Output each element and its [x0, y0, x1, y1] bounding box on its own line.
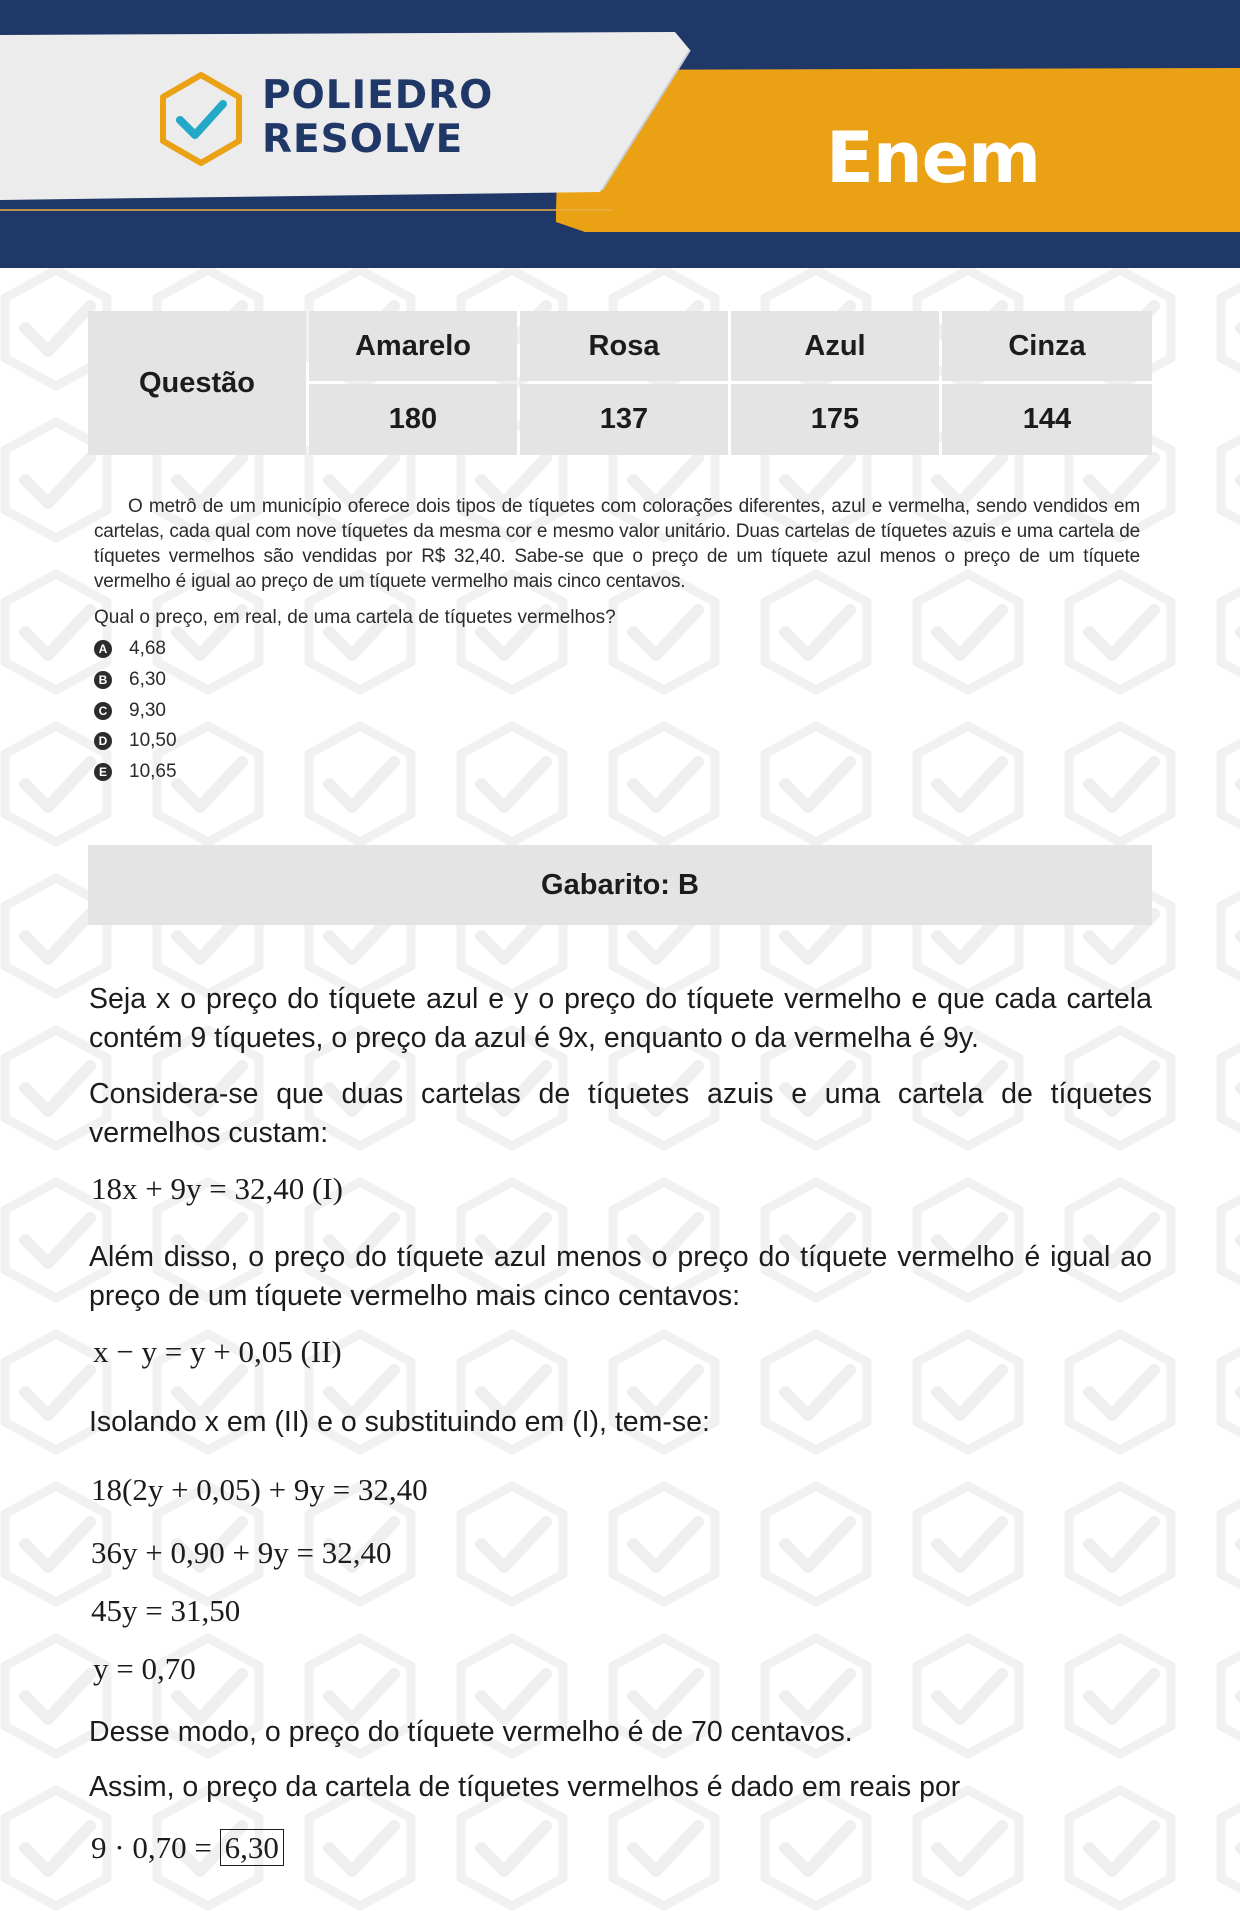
option-letter-badge: A	[94, 640, 112, 658]
table-cell: 137	[520, 384, 728, 455]
table-cell: 180	[309, 384, 517, 455]
question-block	[94, 494, 1140, 787]
option-text: 4,68	[129, 638, 166, 660]
option-a	[94, 634, 1140, 665]
table-row-header: Questão	[88, 311, 306, 455]
solution-paragraph: Além disso, o preço do tíquete azul menos o preço do tíquete vermelho é igual ao preço de um tíquete vermelho mais cinco centavos:	[89, 1241, 1152, 1312]
solution-paragraph: Assim, o preço da cartela de tíquetes vermelhos é dado em reais por	[89, 1771, 961, 1803]
table-cell: 175	[731, 384, 939, 455]
option-e	[94, 757, 1140, 788]
option-text: 9,30	[129, 699, 166, 721]
solution-paragraph: Isolando x em (II) e o substituindo em (I), tem-se:	[89, 1406, 710, 1438]
table-cell: 144	[942, 384, 1152, 455]
option-d	[94, 726, 1140, 757]
equation-7	[91, 1830, 284, 1866]
answer-key-banner: Gabarito: B	[88, 845, 1152, 925]
equation-3: 18(2y + 0,05) + 9y = 32,40	[91, 1472, 428, 1507]
table-col-header: Amarelo	[309, 311, 517, 381]
table-col-header: Cinza	[942, 311, 1152, 381]
option-text: 6,30	[129, 669, 166, 691]
option-letter-badge: E	[94, 763, 112, 781]
option-text: 10,65	[129, 761, 177, 783]
solution-paragraph: Seja x o preço do tíquete azul e y o preço do tíquete vermelho e que cada cartela contém 9 tíquetes, o preço da azul é 9x, enquanto o da vermelha é 9y.	[89, 983, 1152, 1054]
table-col-header: Azul	[731, 311, 939, 381]
table-col-header: Rosa	[520, 311, 728, 381]
option-letter-badge: C	[94, 702, 112, 720]
option-letter-badge: B	[94, 671, 112, 689]
exam-title: Enem	[826, 117, 1041, 199]
brand-logo-text: POLIEDRO RESOLVE	[262, 73, 494, 162]
option-letter-badge: D	[94, 732, 112, 750]
solution-paragraph: Considera-se que duas cartelas de tíquetes azuis e uma cartela de tíquetes vermelhos custam:	[89, 1078, 1152, 1149]
option-b	[94, 665, 1140, 696]
equation-6: y = 0,70	[93, 1651, 196, 1686]
option-c	[94, 695, 1140, 726]
answer-options	[94, 634, 1140, 787]
equation-1: 18x + 9y = 32,40 (I)	[91, 1171, 343, 1206]
equation-4: 36y + 0,90 + 9y = 32,40	[91, 1535, 392, 1570]
solution-paragraph: Desse modo, o preço do tíquete vermelho é de 70 centavos.	[89, 1716, 853, 1748]
equation-5: 45y = 31,50	[91, 1593, 241, 1628]
question-stem: O metrô de um município oferece dois tipos de tíquetes com colorações diferentes, azul e vermelha, sendo vendidos em cartelas, cada qual com nove tíquetes da mesma cor e mesmo valor unitário. Duas cartelas de tíquetes azuis e uma cartela de tíquetes vermelhos são vendidas por R$ 32,40. Sabe-se que o preço de um tíquete azul menos o preço de um tíquete vermelho é igual ao preço de um tíquete vermelho mais cinco centavos.	[94, 496, 1140, 592]
equation-7-lhs: 9 · 0,70 =	[91, 1830, 212, 1865]
final-answer-box: 6,30	[220, 1829, 284, 1866]
question-number-table	[88, 311, 1152, 455]
equation-2: x − y = y + 0,05 (II)	[93, 1334, 342, 1369]
question-prompt: Qual o preço, em real, de uma cartela de tíquetes vermelhos?	[94, 607, 616, 628]
option-text: 10,50	[129, 730, 177, 752]
